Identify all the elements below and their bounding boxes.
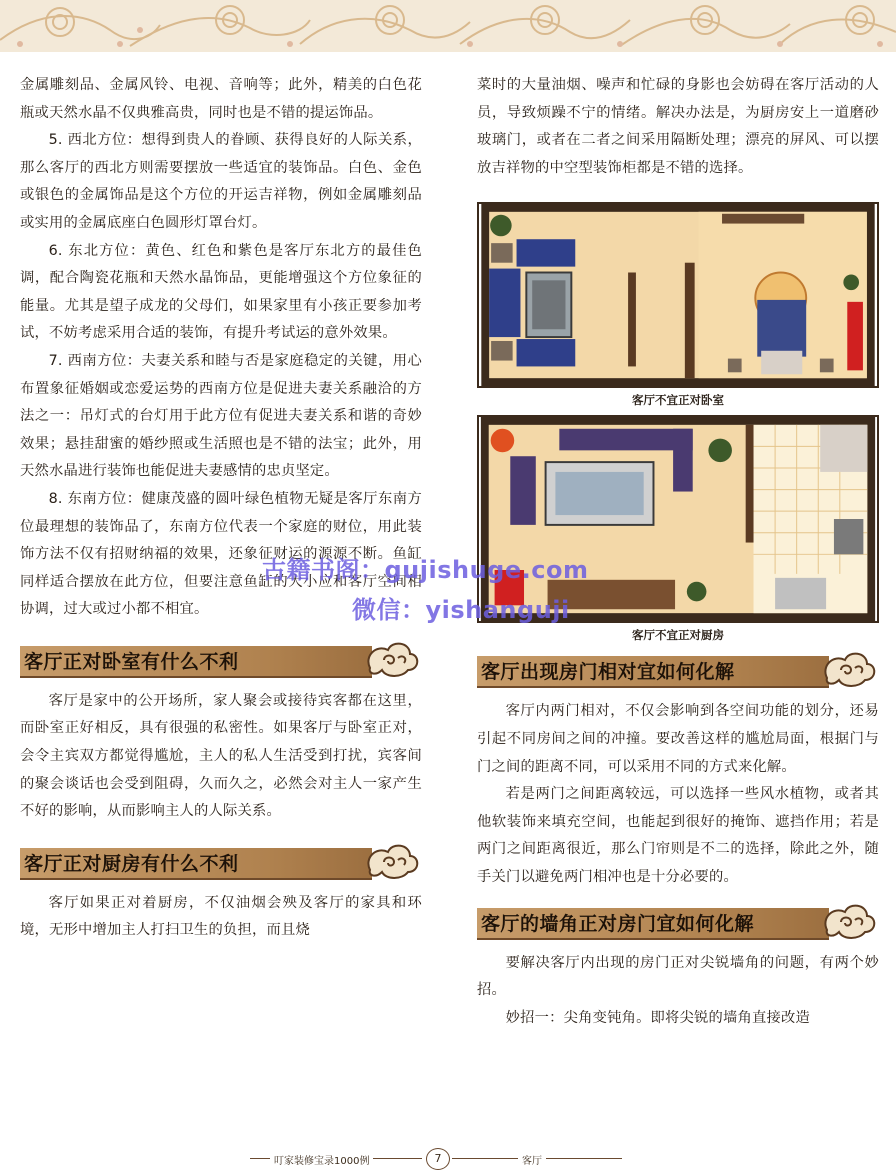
paragraph: 金属雕刻品、金属风铃、电视、音响等；此外，精美的白色花瓶或天然水晶不仅典雅高贵，同时也是不错的提运饰品。 bbox=[20, 77, 422, 121]
paragraph-bedroom: 客厅是家中的公开场所，家人聚会或接待宾客都在这里，而卧室正好相反，具有很强的私密性。如果客厅与卧室正对，会令主宾双方都觉得尴尬，主人的私人生活受到打扰，宾客间的聚会谈话也会受到阻碍，久而久之，必然会对主人一家产生不好的影响，从而影响主人的人际关系。 bbox=[20, 692, 422, 820]
footer-section-name: 客厅 bbox=[518, 1152, 546, 1167]
heading-title: 客厅正对卧室有什么不利 bbox=[24, 650, 239, 673]
paragraph-northwest: 5. 西北方位：想得到贵人的眷顾、获得良好的人际关系，那么客厅的西北方则需要摆放一些适宜的装饰品。白色、金色或银色的金属饰品是这个方位的开运吉祥物，例如金属雕刻品或实用的金属底座白色圆形灯罩台灯。 bbox=[20, 132, 422, 231]
heading-title: 客厅的墙角正对房门宜如何化解 bbox=[481, 912, 755, 935]
left-column bbox=[20, 72, 422, 945]
footer-book-title: 叮家装修宝录1000例 bbox=[270, 1152, 373, 1167]
section-heading bbox=[477, 900, 879, 944]
top-ornament-border bbox=[0, 0, 896, 52]
cloud-ornament-icon bbox=[362, 638, 422, 682]
page-footer bbox=[250, 1148, 650, 1169]
floorplan-bedroom-figure bbox=[477, 202, 879, 409]
paragraph-corner: 要解决客厅内出现的房门正对尖锐墙角的问题，有两个妙招。 bbox=[477, 954, 879, 999]
heading-title: 客厅正对厨房有什么不利 bbox=[24, 852, 239, 875]
paragraph-doors-solution: 若是两门之间距离较远，可以选择一些风水植物，或者其他软装饰来填充空间，也能起到很好的掩饰、遮挡作用；若是两门之间距离很近，那么门帘则是不二的选择，除此之外，随手关门以避免两门相冲也是十分必要的。 bbox=[477, 786, 879, 885]
watermark-url: 古籍书阁：gujishuge.com bbox=[262, 556, 589, 584]
paragraph-northeast: 6. 东北方位：黄色、红色和紫色是客厅东北方的最佳色调，配合陶瓷花瓶和天然水晶饰品，更能增强这个方位象征的能量。尤其是望子成龙的父母们，如果家里有小孩正要参加考试，不妨考虑采用合适的装饰，有提升考试运的意外效果。 bbox=[20, 242, 422, 342]
cloud-ornament-icon bbox=[819, 648, 879, 692]
cloud-ornament-icon bbox=[362, 840, 422, 884]
paragraph-continued: 菜时的大量油烟、噪声和忙碌的身影也会妨碍在客厅活动的人员，导致烦躁不宁的情绪。解决办法是，为厨房安上一道磨砂玻璃门，或者在二者之间采用隔断处理；漂亮的屏风、可以摆放吉祥物的中空型装饰柜都是不错的选择。 bbox=[477, 77, 879, 176]
figure-caption: 客厅不宜正对卧室 bbox=[632, 393, 724, 408]
paragraph-tip-one: 妙招一：尖角变钝角。即将尖锐的墙角直接改造 bbox=[505, 1009, 811, 1026]
figure-caption: 客厅不宜正对厨房 bbox=[632, 628, 724, 643]
paragraph-kitchen: 客厅如果正对着厨房，不仅油烟会殃及客厅的家具和环境，无形中增加主人打扫卫生的负担，而且烧 bbox=[20, 894, 422, 939]
section-heading bbox=[20, 638, 422, 682]
watermark-wechat: 微信：yishanguji bbox=[352, 596, 570, 624]
paragraph-doors-facing: 客厅内两门相对，不仅会影响到各空间功能的划分，还易引起不同房间之间的冲撞。要改善这样的尴尬局面，根据门与门之间的距离不同，可以采用不同的方式来化解。 bbox=[477, 703, 879, 775]
heading-title: 客厅出现房门相对宜如何化解 bbox=[481, 661, 735, 684]
section-heading bbox=[477, 648, 879, 692]
cloud-ornament-icon bbox=[819, 900, 879, 944]
section-heading bbox=[20, 840, 422, 884]
floorplan-bedroom-image bbox=[477, 202, 879, 388]
paragraph-southeast: 8. 东南方位：健康茂盛的圆叶绿色植物无疑是客厅东南方位最理想的装饰品了，东南方位代表一个家庭的财位，用此装饰方法不仅有招财纳福的效果，还象征财运的源源不断。鱼缸同样适合摆放在此方位，但要注意鱼缸的大小应和客厅空间相协调，过大或过小都不相宜。 bbox=[20, 490, 422, 618]
page-number: 7 bbox=[426, 1148, 450, 1170]
paragraph-southwest: 7. 西南方位：夫妻关系和睦与否是家庭稳定的关键，用心布置象征婚姻或恋爱运势的西南方位是促进夫妻关系融洽的方法之一：吊灯式的台灯用于此方位有促进夫妻关系和谐的奇妙效果；悬挂甜蜜的婚纱照或生活照也是不错的法宝；此外，用天然水晶进行装饰也能促进夫妻感情的忠贞坚定。 bbox=[20, 352, 422, 480]
